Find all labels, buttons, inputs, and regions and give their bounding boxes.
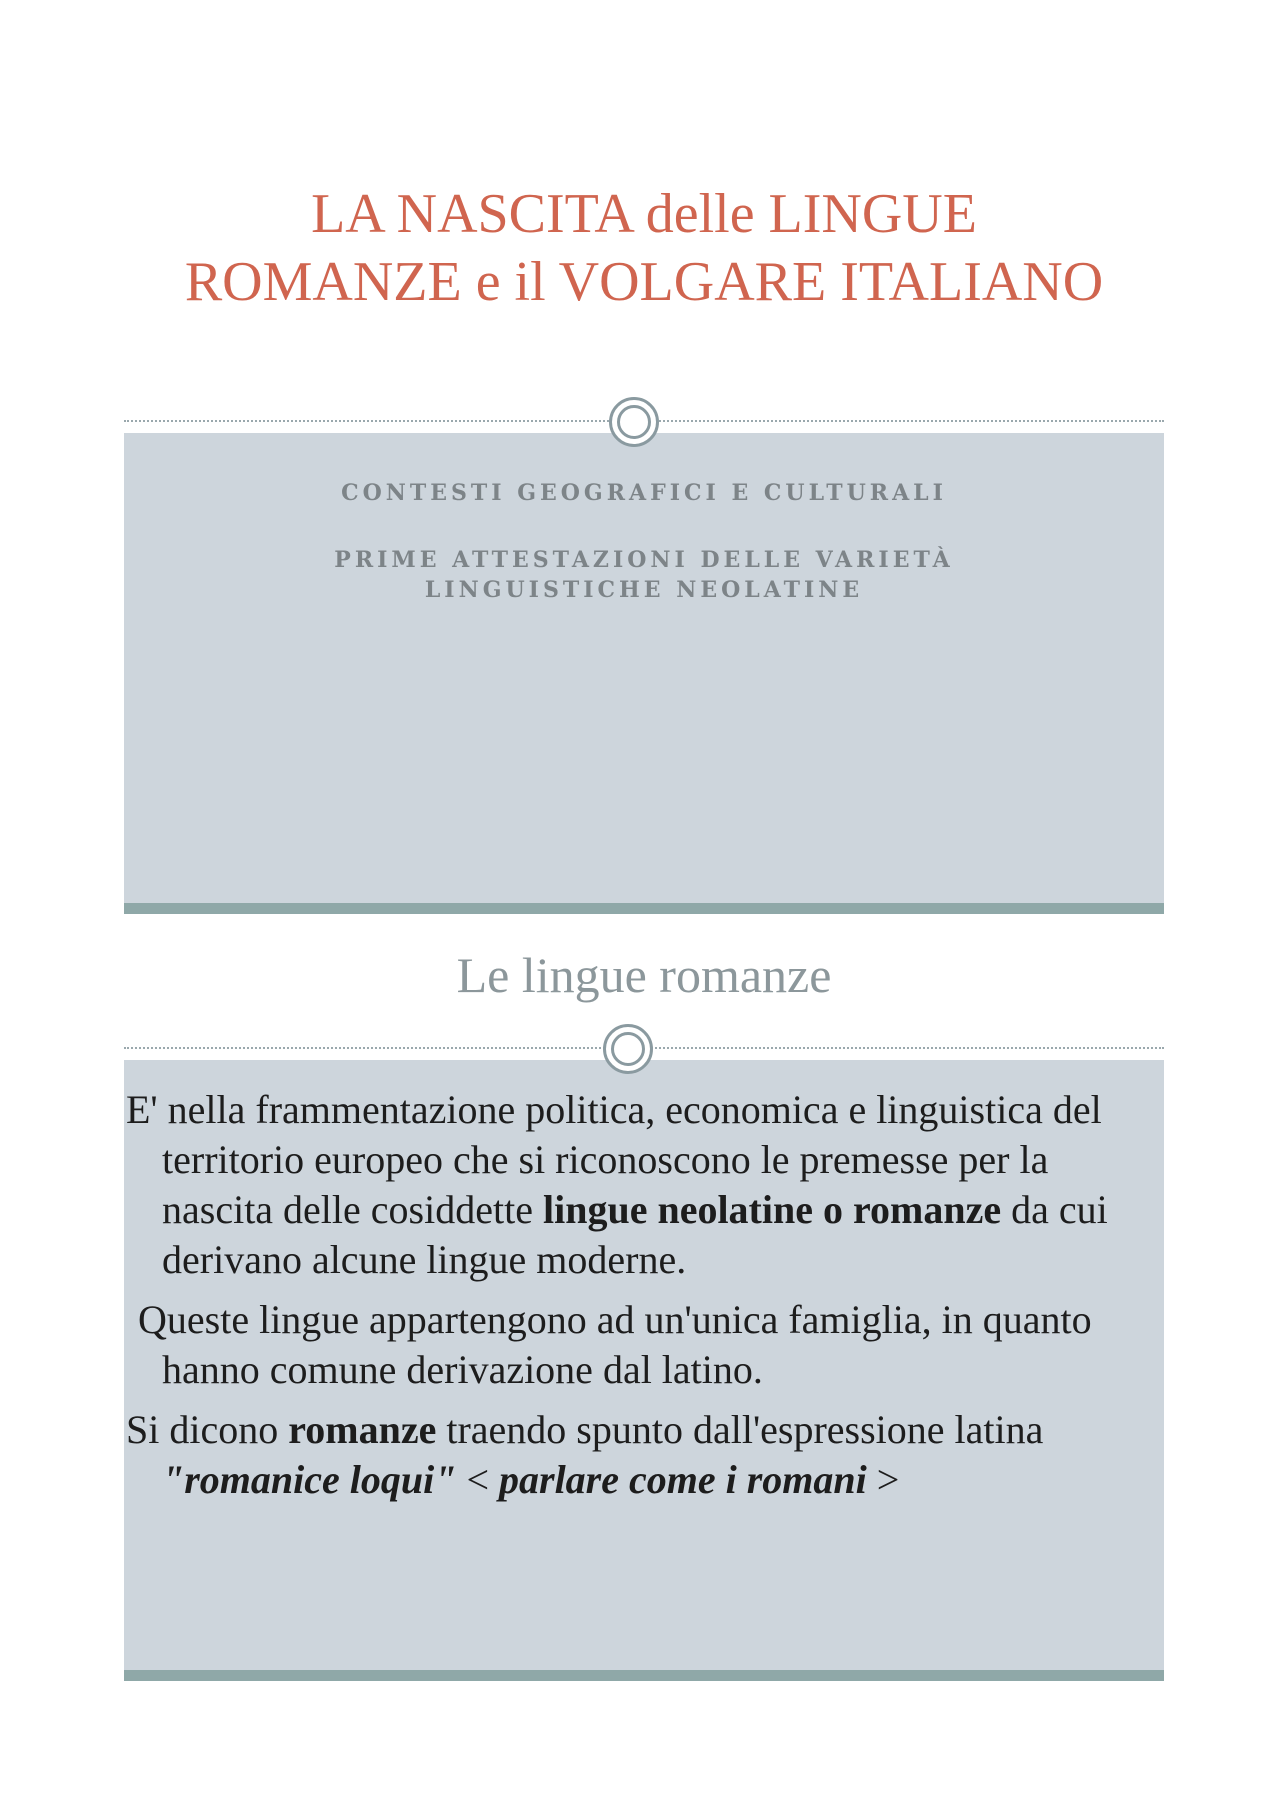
ring-divider-icon xyxy=(609,397,659,447)
translation: parlare come i romani xyxy=(499,1457,867,1502)
subtitle-panel xyxy=(124,433,1164,903)
paragraph-fragmentation: E' nella frammentazione politica, economica e linguistica del territorio europeo che si riconoscono le premesse per la nascita delle cosiddette lingue neolatine o romanze da cui derivano alcune lingue moderne. xyxy=(126,1087,1108,1282)
subtitle-geographic: CONTESTI GEOGRAFICI E CULTURALI xyxy=(341,480,947,506)
slide-title: Le lingue romanze xyxy=(456,947,832,1003)
bold-term: romanze xyxy=(288,1407,437,1452)
bold-term: lingue neolatine o romanze xyxy=(542,1187,1002,1232)
panel-bottom-bar xyxy=(124,1670,1164,1681)
subtitle-attestations: PRIME ATTESTAZIONI DELLE VARIETÀ LINGUISTICHE NEOLATINE xyxy=(334,547,954,603)
slide-title: LA NASCITA delle LINGUE ROMANZE e il VOLGARE ITALIANO xyxy=(184,183,1104,313)
ring-divider-icon xyxy=(603,1024,653,1074)
panel-bottom-bar xyxy=(124,903,1164,914)
paragraph-family: Queste lingue appartengono ad un'unica famiglia, in quanto hanno comune derivazione dal latino. xyxy=(138,1297,1092,1392)
latin-expression: "romanice loqui" xyxy=(162,1457,457,1502)
paragraph-etymology: Si dicono romanze traendo spunto dall'espressione latina "romanice loqui" < parlare come i romani > xyxy=(126,1407,1044,1502)
slide-body xyxy=(126,1085,1114,1515)
title-slide xyxy=(124,150,1164,915)
content-slide xyxy=(124,925,1164,1680)
